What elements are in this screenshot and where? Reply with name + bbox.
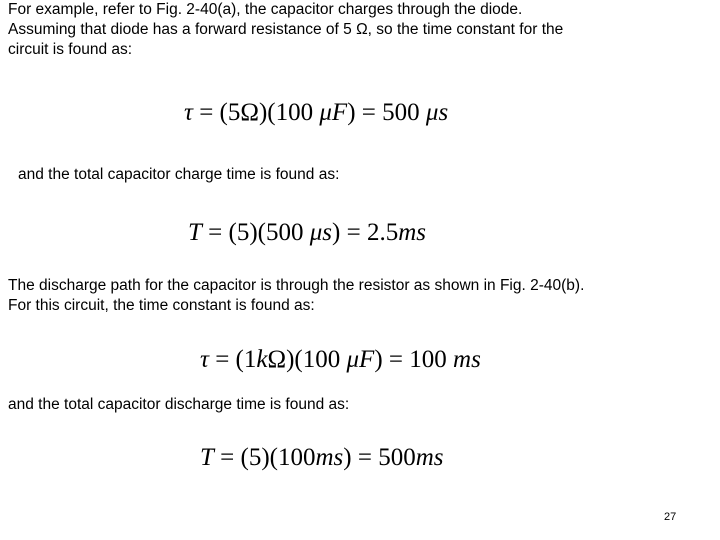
farad-unit: F xyxy=(331,99,348,126)
equation-text: = (5Ω)(100 xyxy=(192,99,320,126)
text-line: For example, refer to Fig. 2-40(a), the capacitor charges through the diode. xyxy=(8,1,523,18)
equation-text: ) = 100 xyxy=(374,346,454,373)
equation-text: ) = 500 xyxy=(347,99,426,126)
tau-symbol: τ xyxy=(184,99,193,126)
time-constant-charge-equation xyxy=(184,98,448,128)
millisecond-unit: ms xyxy=(453,346,481,373)
mu-symbol: μ xyxy=(346,346,360,373)
microsecond-unit: μs xyxy=(425,99,449,126)
text-line: The discharge path for the capacitor is through the resistor as shown in Fig. 2-40(b). xyxy=(8,277,585,294)
kilo-prefix: k xyxy=(256,346,268,373)
mu-symbol: μ xyxy=(319,99,332,126)
farad-unit: F xyxy=(359,346,375,373)
text-line: Assuming that diode has a forward resistance of 5 Ω, so the time constant for the xyxy=(8,21,564,38)
charge-time-paragraph xyxy=(18,165,339,185)
time-constant-discharge-equation xyxy=(200,345,481,375)
discharge-time-equation xyxy=(200,443,444,473)
microsecond-unit: μs xyxy=(309,219,333,246)
equation-text: Ω)(100 xyxy=(267,346,347,373)
equation-text: = (1 xyxy=(208,346,257,373)
text-line: and the total capacitor discharge time is found as: xyxy=(8,396,350,413)
equation-text: ) = 500 xyxy=(343,444,416,471)
text-line: circuit is found as: xyxy=(8,41,133,58)
discharge-path-paragraph xyxy=(8,276,584,316)
charge-time-equation xyxy=(188,218,426,248)
equation-text: = (5)(100 xyxy=(213,444,316,471)
millisecond-unit: ms xyxy=(315,444,344,471)
discharge-time-paragraph xyxy=(8,395,349,415)
page-number: 27 xyxy=(664,511,677,523)
equation-text: ) = 2.5 xyxy=(332,219,399,246)
intro-paragraph xyxy=(8,0,563,60)
period-symbol: T xyxy=(188,219,202,246)
millisecond-unit: ms xyxy=(398,219,426,246)
millisecond-unit: ms xyxy=(415,444,444,471)
tau-symbol: τ xyxy=(200,346,209,373)
equation-text: = (5)(500 xyxy=(201,219,310,246)
text-line: For this circuit, the time constant is found as: xyxy=(8,297,315,314)
period-symbol: T xyxy=(200,444,214,471)
text-line: and the total capacitor charge time is found as: xyxy=(18,166,340,183)
